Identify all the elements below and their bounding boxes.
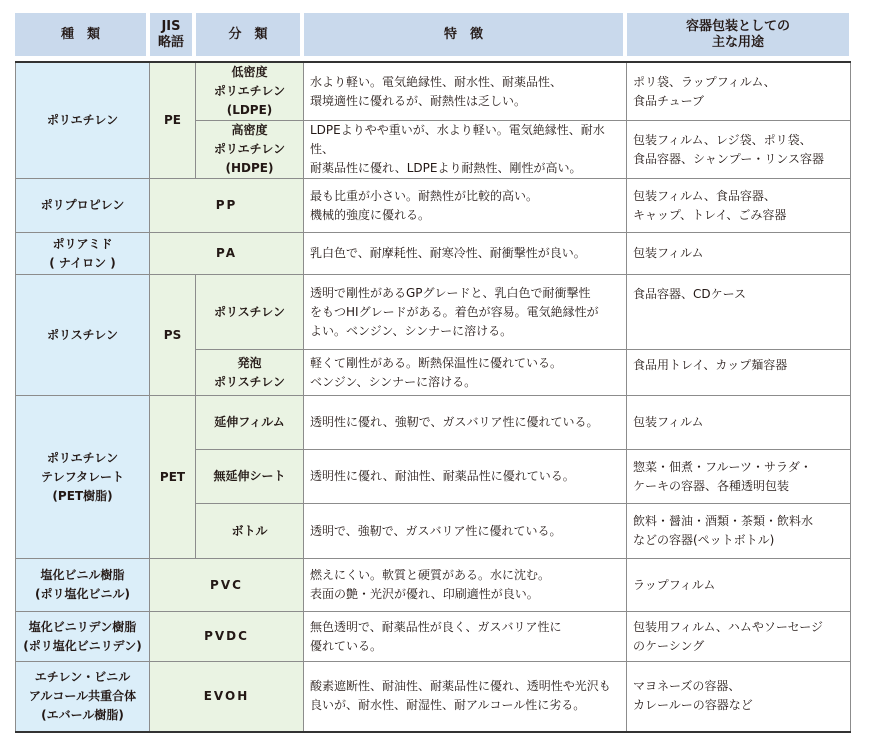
abbr-pe (150, 62, 196, 179)
feature-ps (304, 275, 627, 350)
use-pvdc-line1: 包装用フィルム、ハムやソーセージ (633, 619, 823, 634)
class-hdpe-line1: 高密度 (231, 123, 268, 137)
use-pvc (627, 559, 851, 612)
kind-evoh (16, 662, 150, 732)
abbr-evoh-label: EVOH (203, 688, 250, 703)
use-foam-ps-line1: 食品用トレイ、カップ麺容器 (633, 358, 788, 372)
kind-evoh-line3: (エバール樹脂) (41, 707, 124, 722)
use-pet-sheet-line1: 惣菜・佃煮・フルーツ・サラダ・ (633, 459, 812, 474)
feature-ldpe (304, 62, 627, 121)
kind-ps (16, 275, 150, 396)
class-ldpe-line3: (LDPE) (226, 103, 273, 117)
kind-pet-line1: ポリエチレン (46, 450, 119, 465)
kind-evoh-line2: アルコール共重合体 (28, 688, 137, 703)
use-pet-film-line1: 包装フィルム (633, 415, 704, 429)
kind-pp (16, 179, 150, 233)
header-use (627, 13, 849, 56)
feature-pvdc-line1: 無色透明で、耐薬品性が良く、ガスバリア性に (310, 619, 562, 634)
feature-foam-ps-line1: 軽くて剛性がある。断熱保温性に優れている。 (310, 355, 563, 370)
header-kind (15, 13, 146, 56)
kind-pet-line2: テレフタレート (41, 469, 124, 484)
header-use-line1: 容器包装としての (685, 18, 790, 34)
feature-hdpe (304, 121, 627, 179)
class-pet-film (196, 396, 304, 450)
feature-evoh-line1: 酸素遮断性、耐油性、耐薬品性に優れ、透明性や光沢も (310, 679, 611, 694)
header-class (196, 13, 300, 56)
kind-evoh-line1: エチレン・ビニル (34, 669, 131, 684)
feature-ldpe-line2: 環境適性に優れるが、耐熱性は乏しい。 (310, 93, 527, 108)
feature-ldpe-line1: 水より軽い。電気絶縁性、耐水性、耐薬品性、 (310, 74, 563, 89)
feature-pet-bottle-line1: 透明で、強靭で、ガスバリア性に優れている。 (310, 523, 562, 538)
feature-hdpe-line1: LDPEよりやや重いが、水より軽い。電気絶縁性、耐水性、 (310, 123, 605, 156)
resin-table (15, 61, 851, 733)
abbr-pp (150, 179, 304, 233)
abbr-pet-label: PET (159, 469, 186, 484)
class-hdpe (196, 121, 304, 179)
table-row (16, 179, 851, 233)
use-evoh (627, 662, 851, 732)
use-pp-line1: 包装フィルム、食品容器、 (633, 188, 776, 203)
kind-pe (16, 62, 150, 179)
abbr-pp-label: PP (215, 198, 238, 212)
kind-pet-line3: (PET樹脂) (52, 488, 113, 503)
feature-pvdc (304, 612, 627, 662)
feature-ps-line3: よい。ベンジン、シンナーに溶ける。 (310, 323, 513, 338)
class-pet-sheet (196, 450, 304, 504)
table-row (16, 612, 851, 662)
header-abbr (150, 13, 192, 56)
abbr-evoh (150, 662, 304, 732)
feature-pp (304, 179, 627, 233)
header-kind-label: 種 類 (60, 26, 100, 42)
feature-pet-sheet-line1: 透明性に優れ、耐油性、耐薬品性に優れている。 (310, 469, 575, 483)
header-abbr-line1: JIS (161, 18, 181, 34)
use-ps-line1: 食品容器、CDケース (633, 287, 747, 301)
header-feature (304, 13, 623, 56)
kind-pa (16, 233, 150, 275)
class-pet-bottle-label: ボトル (231, 523, 268, 538)
use-pet-film (627, 396, 851, 450)
kind-pvdc-line2: (ポリ塩化ビニリデン) (23, 638, 142, 653)
kind-pa-line1: ポリアミド (52, 236, 113, 251)
feature-foam-ps (304, 350, 627, 396)
feature-pa (304, 233, 627, 275)
feature-pet-film-line1: 透明性に優れ、強靭で、ガスバリア性に優れている。 (310, 415, 599, 429)
use-pvdc (627, 612, 851, 662)
use-pet-sheet-line2: ケーキの容器、各種透明包装 (633, 478, 790, 493)
header-class-label: 分 類 (228, 26, 268, 42)
feature-ps-line1: 透明で剛性があるGPグレードと、乳白色で耐衝撃性 (310, 285, 591, 300)
header-use-line2: 主な用途 (711, 34, 764, 50)
feature-pa-line1: 乳白色で、耐摩耗性、耐寒冷性、耐衝撃性が良い。 (310, 246, 586, 260)
use-ldpe-line2: 食品チューブ (633, 93, 705, 108)
kind-ps-label: ポリスチレン (47, 327, 118, 342)
class-hdpe-line2: ポリエチレン (213, 142, 286, 156)
feature-hdpe-line2: 耐薬品性に優れ、LDPEより耐熱性、剛性が高い。 (310, 161, 582, 175)
class-ps (196, 275, 304, 350)
table-row (16, 62, 851, 121)
feature-evoh (304, 662, 627, 732)
kind-pe-label: ポリエチレン (46, 113, 119, 127)
use-ldpe (627, 62, 851, 121)
feature-pet-bottle (304, 504, 627, 559)
class-ldpe-line1: 低密度 (231, 65, 268, 79)
use-pp-line2: キャップ、トレイ、ごみ容器 (633, 207, 787, 222)
feature-ps-line2: をもつHIグレードがある。着色が容易。電気絶縁性が (310, 304, 599, 319)
kind-pvdc-line1: 塩化ビニリデン樹脂 (28, 619, 137, 634)
abbr-pe-label: PE (164, 113, 181, 127)
kind-pet (16, 396, 150, 559)
class-ps-label: ポリスチレン (214, 304, 285, 319)
feature-evoh-line2: 良いが、耐水性、耐湿性、耐アルコール性に劣る。 (310, 698, 586, 713)
use-pvdc-line2: のケーシング (633, 638, 705, 653)
feature-pvc (304, 559, 627, 612)
feature-pvc-line2: 表面の艶・光沢が優れ、印刷適性が良い。 (310, 587, 539, 601)
abbr-pet (150, 396, 196, 559)
table-row (16, 275, 851, 350)
kind-pp-label: ポリプロピレン (40, 198, 125, 212)
class-pet-sheet-label: 無延伸シート (213, 469, 286, 483)
use-hdpe (627, 121, 851, 179)
class-foam-ps-line1: 発泡 (237, 355, 262, 370)
use-foam-ps (627, 350, 851, 396)
abbr-pvc (150, 559, 304, 612)
feature-foam-ps-line2: ベンジン、シンナーに溶ける。 (310, 374, 477, 389)
abbr-ps (150, 275, 196, 396)
table-row (16, 396, 851, 450)
feature-pet-film (304, 396, 627, 450)
abbr-pa-label: PA (216, 246, 237, 260)
use-pa-line1: 包装フィルム (633, 246, 704, 260)
kind-pvdc (16, 612, 150, 662)
feature-pp-line2: 機械的強度に優れる。 (310, 207, 431, 222)
kind-pvc-line2: (ポリ塩化ビニル) (35, 587, 130, 601)
kind-pvc (16, 559, 150, 612)
use-hdpe-line1: 包装フィルム、レジ袋、ポリ袋、 (633, 132, 812, 147)
use-pet-bottle-line2: などの容器(ペットボトル) (633, 533, 775, 547)
abbr-pvdc-label: PVDC (204, 629, 249, 643)
use-pet-bottle-line1: 飲料・醤油・酒類・茶類・飲料水 (633, 514, 814, 528)
class-ldpe-line2: ポリエチレン (213, 84, 286, 98)
use-evoh-line2: カレールーの容器など (633, 698, 753, 713)
use-pp (627, 179, 851, 233)
class-pet-bottle (196, 504, 304, 559)
table-row (16, 662, 851, 732)
kind-pa-line2: ( ナイロン ) (49, 255, 116, 270)
feature-pp-line1: 最も比重が小さい。耐熱性が比較的高い。 (310, 188, 539, 203)
use-pet-sheet (627, 450, 851, 504)
header-feature-label: 特 徴 (443, 26, 483, 42)
table-row (16, 559, 851, 612)
abbr-ps-label: PS (163, 327, 182, 342)
use-pa (627, 233, 851, 275)
class-foam-ps-line2: ポリスチレン (214, 374, 285, 389)
use-ldpe-line1: ポリ袋、ラップフィルム、 (633, 74, 776, 89)
class-foam-ps (196, 350, 304, 396)
header-abbr-line2: 略語 (157, 34, 184, 50)
class-ldpe (196, 62, 304, 121)
feature-pet-sheet (304, 450, 627, 504)
table-row (16, 233, 851, 275)
use-pvc-line1: ラップフィルム (633, 577, 716, 592)
use-ps (627, 275, 851, 350)
use-evoh-line1: マヨネーズの容器、 (633, 679, 741, 694)
kind-pvc-line1: 塩化ビニル樹脂 (40, 568, 125, 582)
class-hdpe-line3: (HDPE) (225, 161, 274, 175)
use-hdpe-line2: 食品容器、シャンプー・リンス容器 (633, 151, 825, 166)
feature-pvdc-line2: 優れている。 (310, 638, 383, 653)
class-pet-film-label: 延伸フィルム (214, 415, 285, 429)
feature-pvc-line1: 燃えにくい。軟質と硬質がある。水に沈む。 (310, 568, 551, 582)
abbr-pvdc (150, 612, 304, 662)
use-pet-bottle (627, 504, 851, 559)
abbr-pvc-label: PVC (210, 577, 243, 592)
abbr-pa (150, 233, 304, 275)
